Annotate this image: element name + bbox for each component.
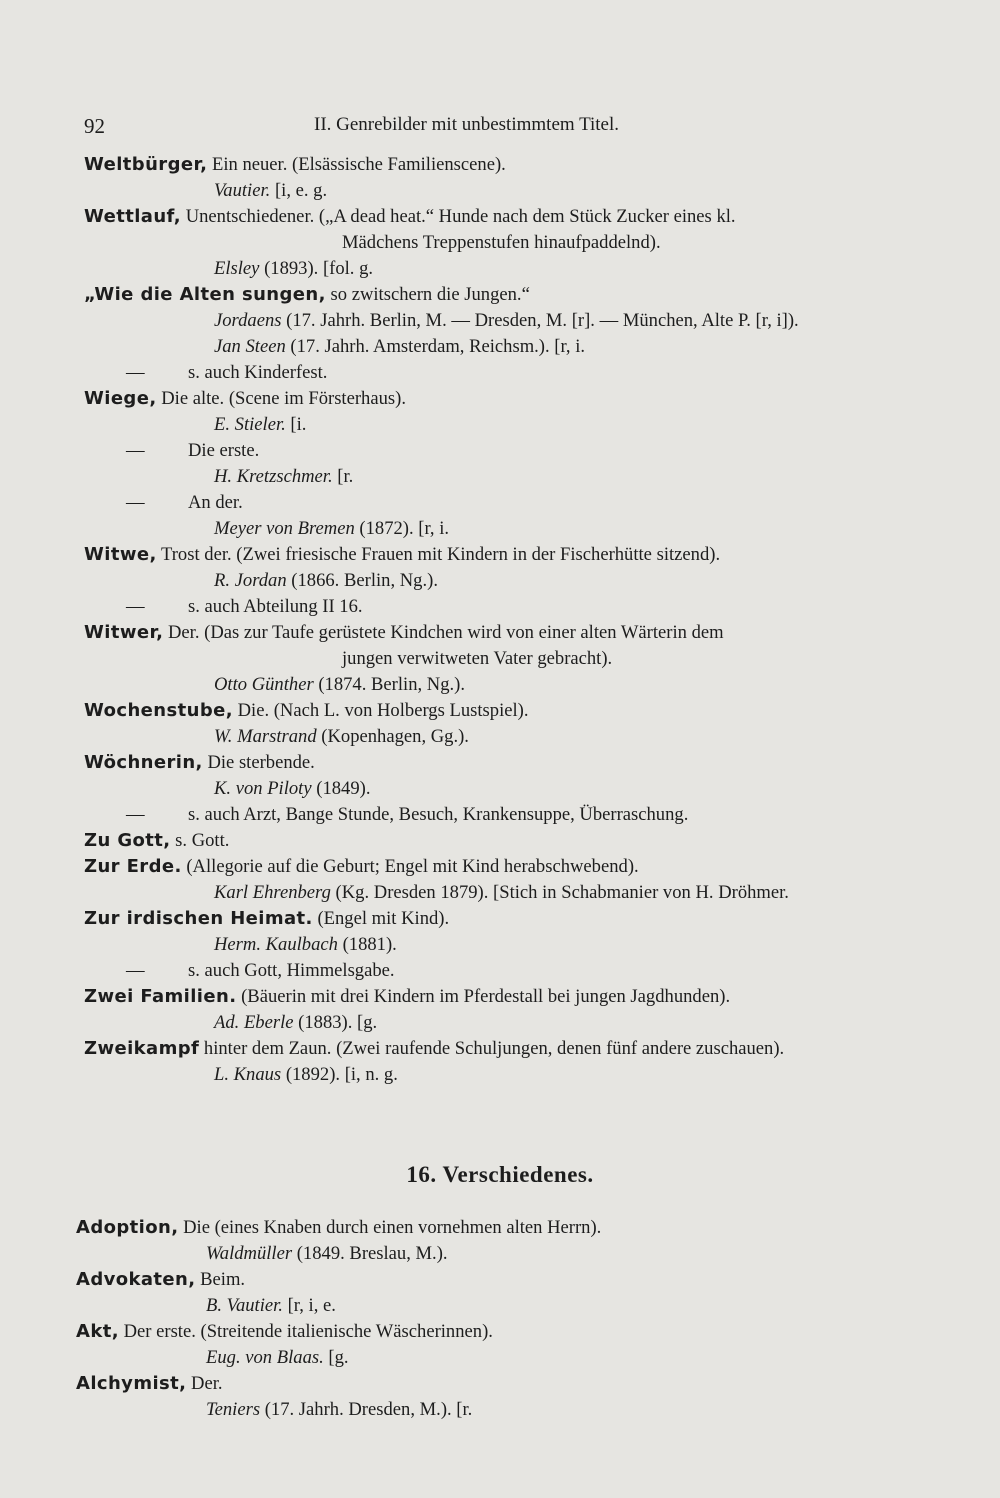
entry-line — [84, 1036, 964, 1062]
artist-name: Jan Steen — [214, 336, 286, 357]
artwork-details: (Kopenhagen, Gg.). — [316, 726, 469, 747]
entry-headword: Wöchnerin, — [84, 752, 203, 773]
entry-artwork-line — [84, 932, 964, 958]
entry-continuation-line — [84, 646, 964, 672]
artwork-details: (1866. Berlin, Ng.). — [286, 570, 438, 591]
entry-headword: Witwe, — [84, 544, 157, 565]
entry-artwork-line — [84, 308, 964, 334]
entry-artwork-line — [84, 776, 964, 802]
entry-artwork-line — [76, 1345, 956, 1371]
entry-text: Der. — [186, 1373, 223, 1394]
section-title: 16. Verschiedenes. — [406, 1162, 594, 1187]
entry-line — [84, 984, 964, 1010]
entry-artwork-line — [84, 1062, 964, 1088]
entry-text: hinter dem Zaun. (Zwei raufende Schuljungen, denen fünf andere zuschauen). — [199, 1038, 785, 1059]
entry-headword: Zwei Familien. — [84, 986, 237, 1007]
entry-headword: Zur Erde. — [84, 856, 182, 877]
entry-continuation-line — [84, 230, 964, 256]
entry-text: Die alte. (Scene im Försterhaus). — [156, 388, 406, 409]
artwork-details: (1849). — [311, 778, 371, 799]
entry-text: (Allegorie auf die Geburt; Engel mit Kind herabschwebend). — [181, 856, 639, 877]
repeat-dash: — — [126, 804, 145, 825]
entry-artwork-line — [84, 880, 964, 906]
entry-line — [84, 386, 964, 412]
entry-artwork-line — [84, 412, 964, 438]
entry-line — [76, 1319, 956, 1345]
artist-name: Teniers — [206, 1399, 261, 1420]
subentry-text: s. auch Kinderfest. — [188, 362, 328, 383]
entry-line — [84, 620, 964, 646]
entry-headword: Akt, — [76, 1321, 119, 1342]
entry-artwork-line — [84, 568, 964, 594]
repeat-dash: — — [126, 960, 145, 981]
entry-artwork-line — [84, 724, 964, 750]
entry-artwork-line — [84, 1010, 964, 1036]
entry-text: Trost der. (Zwei friesische Frauen mit Kindern in der Fischerhütte sitzend). — [156, 544, 721, 565]
artwork-details: (17. Jahrh. Dresden, M.). [r. — [260, 1399, 473, 1420]
subentry-text: Die erste. — [188, 440, 260, 461]
artist-name: Karl Ehrenberg — [214, 882, 331, 903]
entry-line — [76, 1215, 956, 1241]
artist-name: B. Vautier. — [206, 1295, 283, 1316]
entry-text: (Engel mit Kind). — [312, 908, 450, 929]
artist-name: Meyer von Bremen — [214, 518, 355, 539]
entry-line — [84, 828, 964, 854]
artist-name: Jordaens — [214, 310, 282, 331]
artwork-details: [r, i, e. — [282, 1295, 336, 1316]
continuation-text: Mädchens Treppenstufen hinaufpaddelnd). — [342, 232, 661, 253]
entry-headword: „Wie die Alten sungen, — [84, 284, 326, 305]
artwork-details: (1893). [fol. g. — [259, 258, 374, 279]
entry-artwork-line — [84, 464, 964, 490]
page-number: 92 — [84, 114, 105, 138]
entry-headword: Zweikampf — [84, 1038, 200, 1059]
running-title: II. Genrebilder mit unbestimmtem Titel. — [314, 114, 620, 135]
artwork-details: (1872). [r, i. — [354, 518, 450, 539]
entry-text: Die (eines Knaben durch einen vornehmen alten Herrn). — [178, 1217, 602, 1238]
repeat-dash: — — [126, 440, 145, 461]
entry-text: Unentschiedener. („A dead heat.“ Hunde nach dem Stück Zucker eines kl. — [181, 206, 736, 227]
artwork-details: [r. — [332, 466, 354, 487]
artwork-details: (17. Jahrh. Berlin, M. — Dresden, M. [r]. — München, Alte P. [r, i]). — [281, 310, 799, 331]
entry-headword: Alchymist, — [76, 1373, 187, 1394]
entry-line — [84, 906, 964, 932]
entry-artwork-line — [84, 178, 964, 204]
artist-name: E. Stieler. — [214, 414, 286, 435]
artist-name: K. von Piloty — [214, 778, 312, 799]
entry-subentry-line — [84, 802, 964, 828]
entry-artwork-line — [76, 1241, 956, 1267]
artwork-details: [i. — [285, 414, 307, 435]
entry-text: (Bäuerin mit drei Kindern im Pferdestall bei jungen Jagdhunden). — [236, 986, 731, 1007]
entry-line — [84, 204, 964, 230]
entry-artwork-line — [84, 516, 964, 542]
entry-headword: Zu Gott, — [84, 830, 171, 851]
entry-text: Beim. — [195, 1269, 246, 1290]
subentry-text: s. auch Abteilung II 16. — [188, 596, 363, 617]
entry-line — [84, 854, 964, 880]
artist-name: Otto Günther — [214, 674, 314, 695]
entry-headword: Witwer, — [84, 622, 164, 643]
repeat-dash: — — [126, 596, 145, 617]
artist-name: Waldmüller — [206, 1243, 293, 1264]
artist-name: Elsley — [214, 258, 260, 279]
repeat-dash: — — [126, 362, 145, 383]
subentry-text: s. auch Arzt, Bange Stunde, Besuch, Krankensuppe, Überraschung. — [188, 804, 689, 825]
entry-text: Ein neuer. (Elsässische Familienscene). — [207, 154, 506, 175]
entry-headword: Wettlauf, — [84, 206, 182, 227]
entry-headword: Adoption, — [76, 1217, 179, 1238]
entry-subentry-line — [84, 438, 964, 464]
entry-line — [84, 542, 964, 568]
entry-headword: Wiege, — [84, 388, 157, 409]
entry-subentry-line — [84, 490, 964, 516]
entry-text: Der. (Das zur Taufe gerüstete Kindchen wird von einer alten Wärterin dem — [163, 622, 724, 643]
entry-headword: Wochenstube, — [84, 700, 233, 721]
subentry-text: An der. — [188, 492, 243, 513]
repeat-dash: — — [126, 492, 145, 513]
artwork-details: (1883). [g. — [293, 1012, 378, 1033]
artist-name: Ad. Eberle — [214, 1012, 294, 1033]
entry-list-verschiedenes — [76, 1215, 956, 1423]
artwork-details: (1874. Berlin, Ng.). — [313, 674, 465, 695]
entry-subentry-line — [84, 594, 964, 620]
page-header — [84, 114, 944, 144]
entry-text: so zwitschern die Jungen.“ — [325, 284, 530, 305]
entry-headword: Advokaten, — [76, 1269, 196, 1290]
subentry-text: s. auch Gott, Himmelsgabe. — [188, 960, 395, 981]
entry-line — [84, 698, 964, 724]
artwork-details: (1892). [i, n. g. — [281, 1064, 398, 1085]
entry-subentry-line — [84, 360, 964, 386]
entry-headword: Zur irdischen Heimat. — [84, 908, 313, 929]
artist-name: Vautier. — [214, 180, 271, 201]
entry-list — [84, 152, 964, 1088]
artwork-details: (1881). — [337, 934, 397, 955]
entry-artwork-line — [84, 672, 964, 698]
entry-text: Die sterbende. — [202, 752, 315, 773]
entry-subentry-line — [84, 958, 964, 984]
artwork-details: [i, e. g. — [270, 180, 328, 201]
artwork-details: (17. Jahrh. Amsterdam, Reichsm.). [r, i. — [285, 336, 586, 357]
entry-artwork-line — [84, 256, 964, 282]
artist-name: L. Knaus — [214, 1064, 282, 1085]
entry-line — [76, 1267, 956, 1293]
entry-artwork-line — [84, 334, 964, 360]
entry-text: Der erste. (Streitende italienische Wäscherinnen). — [118, 1321, 493, 1342]
artwork-details: [g. — [323, 1347, 349, 1368]
entry-artwork-line — [76, 1397, 956, 1423]
entry-text: s. Gott. — [170, 830, 230, 851]
entry-line — [84, 282, 964, 308]
artist-name: H. Kretzschmer. — [214, 466, 333, 487]
artist-name: W. Marstrand — [214, 726, 317, 747]
entry-text: Die. (Nach L. von Holbergs Lustspiel). — [232, 700, 529, 721]
entry-line — [76, 1371, 956, 1397]
artist-name: R. Jordan — [214, 570, 287, 591]
entry-headword: Weltbürger, — [84, 154, 208, 175]
continuation-text: jungen verwitweten Vater gebracht). — [342, 648, 613, 669]
artist-name: Herm. Kaulbach — [214, 934, 338, 955]
artwork-details: (1849. Breslau, M.). — [292, 1243, 448, 1264]
artist-name: Eug. von Blaas. — [206, 1347, 324, 1368]
entry-line — [84, 152, 964, 178]
entry-line — [84, 750, 964, 776]
entry-artwork-line — [76, 1293, 956, 1319]
artwork-details: (Kg. Dresden 1879). [Stich in Schabmanier von H. Dröhmer. — [330, 882, 789, 903]
